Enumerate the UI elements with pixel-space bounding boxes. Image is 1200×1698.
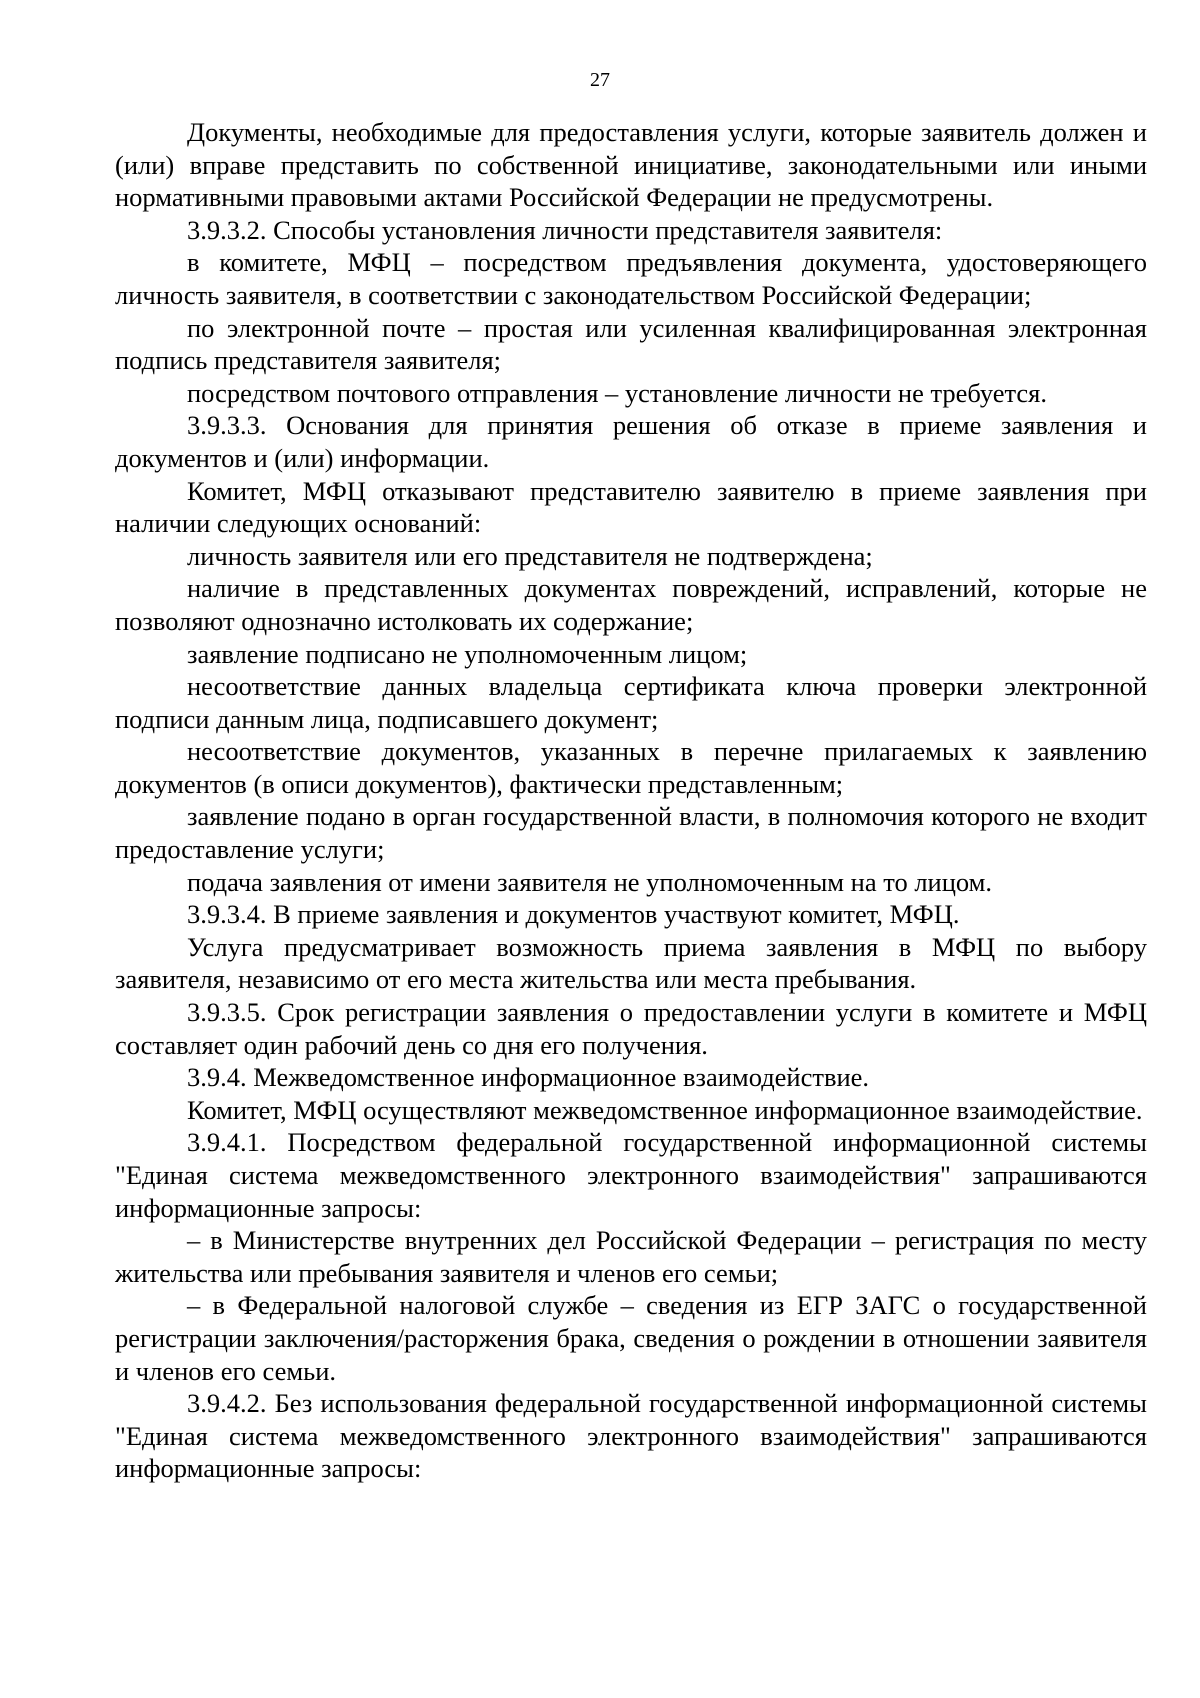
paragraph: наличие в представленных документах повреждений, исправлений, которые не позволяют однозначно истолковать их содержание; bbox=[115, 573, 1147, 636]
page-number: 27 bbox=[590, 69, 610, 91]
paragraph: – в Министерстве внутренних дел Российской Федерации – регистрация по месту жительства или пребывания заявителя и членов его семьи; bbox=[115, 1225, 1147, 1288]
paragraph: 3.9.4.2. Без использования федеральной государственной информационной системы "Единая система межведомственного электронного взаимодействия" запрашиваются информационные запросы: bbox=[115, 1388, 1147, 1484]
paragraph: Документы, необходимые для предоставления услуги, которые заявитель должен и (или) вправе представить по собственной инициативе, законодательными или иными нормативными правовыми актами Российской Федерации не предусмотрены. bbox=[115, 117, 1147, 213]
paragraph: несоответствие данных владельца сертификата ключа проверки электронной подписи данным лица, подписавшего документ; bbox=[115, 671, 1147, 734]
paragraph: 3.9.3.3. Основания для принятия решения об отказе в приеме заявления и документов и (или) информации. bbox=[115, 410, 1147, 473]
document-body bbox=[115, 116, 1147, 1485]
paragraph: 3.9.3.5. Срок регистрации заявления о предоставлении услуги в комитете и МФЦ составляет один рабочий день со дня его получения. bbox=[115, 997, 1147, 1060]
paragraph: 3.9.3.2. Способы установления личности представителя заявителя: bbox=[187, 214, 943, 245]
paragraph: 3.9.3.4. В приеме заявления и документов участвуют комитет, МФЦ. bbox=[187, 899, 960, 930]
paragraph: заявление подано в орган государственной власти, в полномочия которого не входит предоставление услуги; bbox=[115, 801, 1147, 865]
paragraph: Комитет, МФЦ отказывают представителю заявителю в приеме заявления при наличии следующих оснований: bbox=[115, 475, 1147, 539]
paragraph: Комитет, МФЦ осуществляют межведомственное информационное взаимодействие. bbox=[187, 1094, 1143, 1125]
paragraph: несоответствие документов, указанных в перечне прилагаемых к заявлению документов (в описи документов), фактически представленным; bbox=[115, 736, 1147, 799]
paragraph: подача заявления от имени заявителя не уполномоченным на то лицом. bbox=[187, 866, 993, 897]
paragraph: Услуга предусматривает возможность приема заявления в МФЦ по выбору заявителя, независимо от его места жительства или места пребывания. bbox=[115, 931, 1147, 995]
paragraph: – в Федеральной налоговой службе – сведения из ЕГР ЗАГС о государственной регистрации заключения/расторжения брака, сведения о рождении в отношении заявителя и членов его семьи. bbox=[115, 1290, 1147, 1386]
paragraph: личность заявителя или его представителя не подтверждена; bbox=[187, 540, 873, 571]
paragraph: заявление подписано не уполномоченным лицом; bbox=[187, 638, 748, 669]
paragraph: в комитете, МФЦ – посредством предъявления документа, удостоверяющего личность заявителя, в соответствии с законодательством Российской Федерации; bbox=[115, 247, 1147, 310]
paragraph: по электронной почте – простая или усиленная квалифицированная электронная подпись представителя заявителя; bbox=[115, 312, 1147, 376]
paragraph: посредством почтового отправления – установление личности не требуется. bbox=[187, 377, 1047, 408]
paragraph: 3.9.4.1. Посредством федеральной государственной информационной системы "Единая система межведомственного электронного взаимодействия" запрашиваются информационные запросы: bbox=[115, 1127, 1147, 1223]
paragraph: 3.9.4. Межведомственное информационное взаимодействие. bbox=[187, 1062, 870, 1093]
